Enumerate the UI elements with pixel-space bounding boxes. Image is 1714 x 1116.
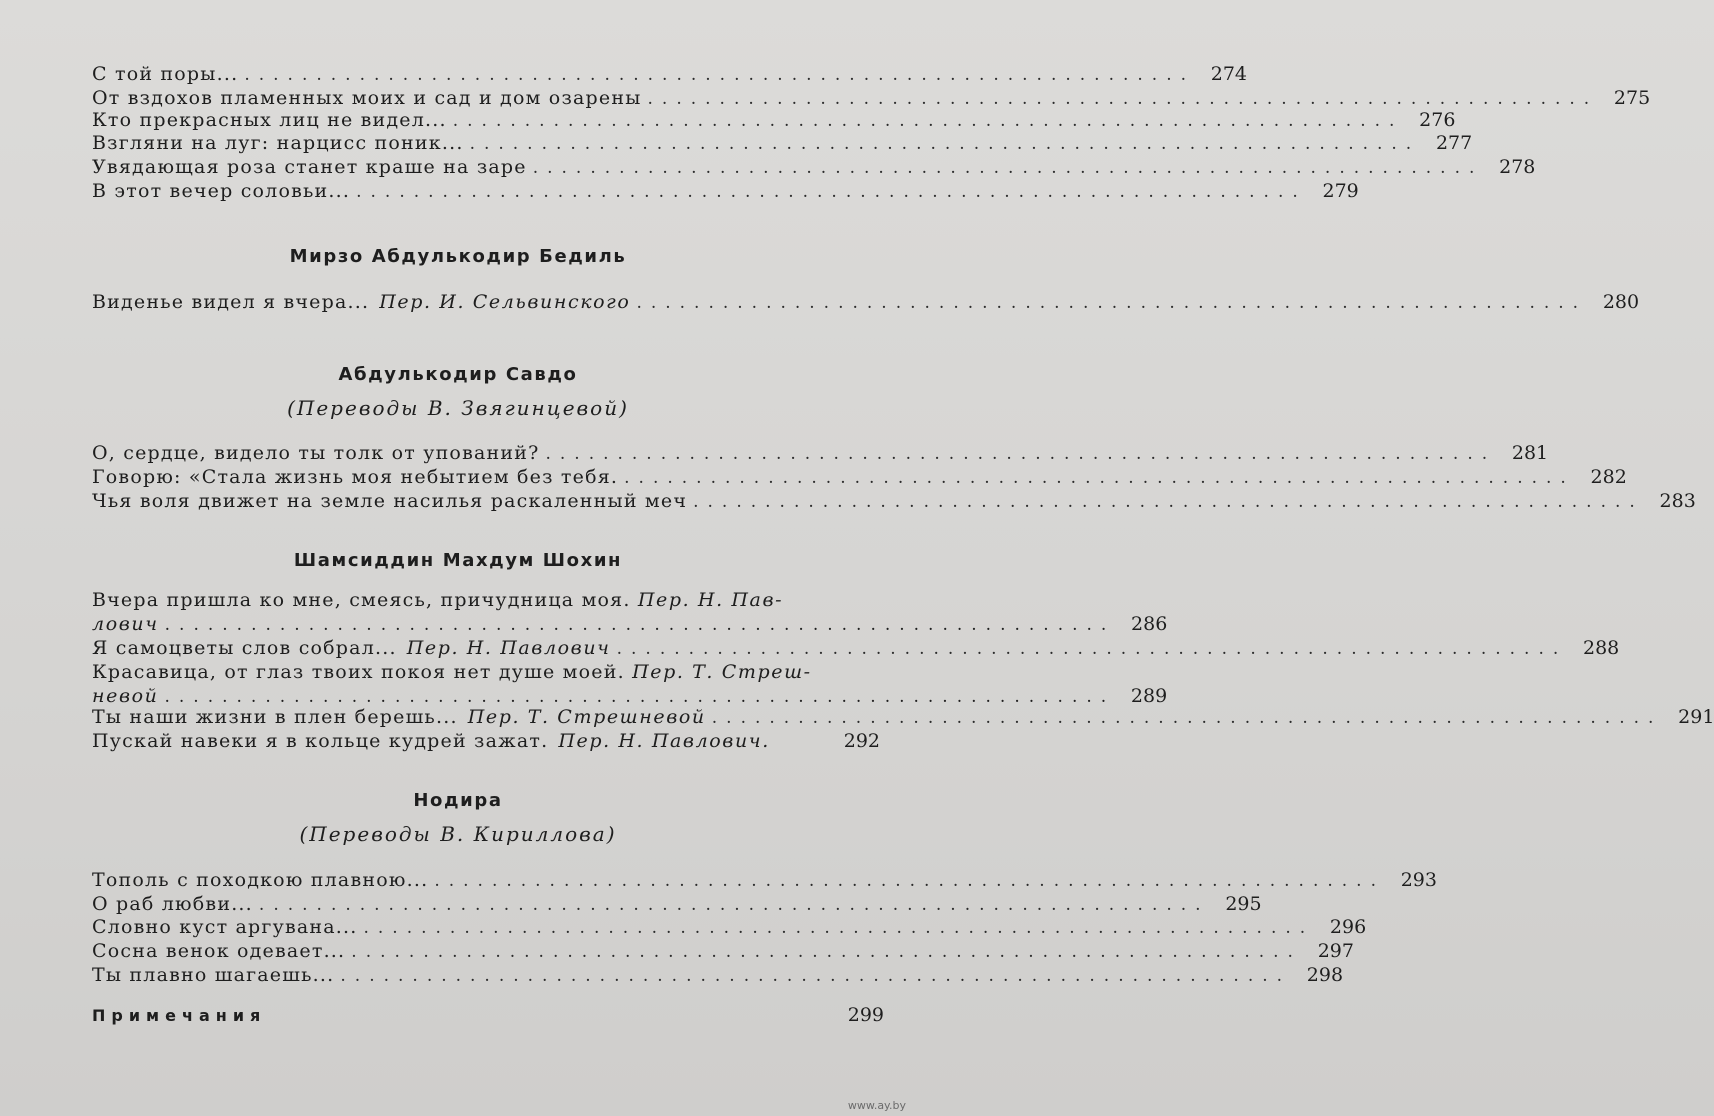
leader-dots: .................................................................. bbox=[693, 492, 1644, 512]
translator: Пер. Н. Павлович. bbox=[558, 730, 770, 752]
leader-dots: .................................................................. bbox=[624, 468, 1575, 488]
page-number: 274 bbox=[1210, 63, 1247, 85]
translator: Пер. Т. Стрешневой bbox=[467, 706, 706, 728]
page-number: 295 bbox=[1225, 893, 1262, 915]
entry-title: Виденье видел я вчера... bbox=[92, 291, 370, 313]
leader-dots: .................................................................. bbox=[356, 182, 1307, 202]
leader-dots: .................................................................. bbox=[340, 966, 1292, 986]
entry-title: Ты плавно шагаешь... bbox=[92, 964, 335, 986]
page-number: 286 bbox=[1131, 613, 1168, 635]
translator-subheading: (Переводы В. Кириллова) bbox=[299, 822, 617, 846]
toc-entry bbox=[92, 441, 1549, 466]
toc-entry bbox=[92, 915, 1367, 940]
author-heading: Абдулькодир Савдо bbox=[338, 364, 578, 385]
entry-title: От вздохов пламенных моих и сад и дом озарены bbox=[92, 87, 642, 109]
entry-title: Сосна венок одевает... bbox=[92, 940, 346, 962]
translator: Пер. Н. Пав- bbox=[637, 589, 784, 611]
page-number: 275 bbox=[1613, 87, 1651, 109]
entry-title: Кто прекрасных лиц не видел... bbox=[92, 109, 447, 131]
leader-dots: .................................................................. bbox=[351, 942, 1302, 962]
toc-entry bbox=[92, 290, 1640, 315]
notes-label: Примечания bbox=[92, 1006, 267, 1025]
entry-title: Ты наши жизни в плен берешь... bbox=[92, 706, 458, 728]
page-number: 296 bbox=[1329, 916, 1367, 938]
translator-continued: невой bbox=[92, 685, 159, 707]
translator: Пер. И. Сельвинского bbox=[379, 291, 631, 313]
toc-entry bbox=[92, 108, 1456, 133]
toc-entry bbox=[92, 939, 1354, 964]
toc-entry bbox=[92, 131, 1473, 156]
leader-dots: .................................................................. bbox=[616, 639, 1568, 659]
toc-entry bbox=[92, 892, 1262, 917]
toc-entry bbox=[92, 729, 880, 753]
entry-title: С той поры... bbox=[92, 63, 239, 85]
leader-dots: .................................................................. bbox=[164, 615, 1116, 635]
leader-dots: .................................................................. bbox=[636, 293, 1588, 313]
toc-entry bbox=[92, 963, 1344, 988]
entry-title: В этот вечер соловьи... bbox=[92, 180, 351, 202]
toc-entry bbox=[92, 489, 1696, 514]
page-number: 280 bbox=[1602, 291, 1640, 313]
leader-dots: .................................................................. bbox=[545, 444, 1497, 464]
entry-second-line bbox=[92, 612, 1168, 637]
toc-entry bbox=[92, 465, 1627, 490]
entry-title: Красавица, от глаз твоих покоя нет душе моей. bbox=[92, 661, 625, 683]
entry-title: Чья воля движет на земле насилья раскаленный меч bbox=[92, 490, 688, 512]
page-number: 292 bbox=[843, 730, 880, 752]
leader-dots: .................................................................. bbox=[363, 918, 1315, 938]
toc-entry bbox=[92, 636, 1620, 661]
entry-title: Пускай навеки я в кольце кудрей зажат. bbox=[92, 730, 549, 752]
entry-first-line bbox=[92, 588, 880, 612]
leader-dots: .................................................................. bbox=[452, 111, 1404, 131]
author-heading: Мирзо Абдулькодир Бедиль bbox=[289, 246, 627, 267]
leader-dots: .................................................................. bbox=[469, 134, 1421, 154]
author-heading: Шамсиддин Махдум Шохин bbox=[293, 550, 623, 571]
author-heading: Нодира bbox=[413, 790, 503, 811]
entry-title: Взгляни на луг: нарцисс поник... bbox=[92, 132, 464, 154]
toc-entry bbox=[92, 179, 1359, 204]
page-number: 291 bbox=[1678, 706, 1714, 728]
page-number: 276 bbox=[1419, 109, 1456, 131]
toc-entry bbox=[92, 588, 1168, 637]
notes-entry bbox=[92, 1004, 884, 1026]
translator-subheading: (Переводы В. Звягинцевой) bbox=[287, 396, 629, 420]
entry-title: Говорю: «Стала жизнь моя небытием без тебя. bbox=[92, 466, 619, 488]
page-number: 299 bbox=[847, 1004, 884, 1026]
page-number: 293 bbox=[1400, 869, 1437, 891]
toc-entry bbox=[92, 660, 1168, 709]
entry-title: Вчера пришла ко мне, смеясь, причудница моя. bbox=[92, 589, 631, 611]
entry-title: Я самоцветы слов собрал... bbox=[92, 637, 397, 659]
leader-dots: .................................................................. bbox=[164, 687, 1116, 707]
page-number: 281 bbox=[1511, 442, 1549, 464]
translator-continued: лович bbox=[92, 613, 159, 635]
toc-entry bbox=[92, 62, 1247, 87]
page-number: 298 bbox=[1306, 964, 1344, 986]
entry-title: Тополь с походкою плавною... bbox=[92, 869, 429, 891]
translator: Пер. Т. Стреш- bbox=[632, 661, 812, 683]
page-number: 288 bbox=[1583, 637, 1620, 659]
entry-title: Увядающая роза станет краше на заре bbox=[92, 156, 527, 178]
page-number: 283 bbox=[1659, 490, 1696, 512]
toc-entry bbox=[92, 868, 1437, 893]
translator: Пер. Н. Павлович bbox=[406, 637, 611, 659]
leader-dots: .................................................................. bbox=[647, 89, 1599, 109]
entry-first-line bbox=[92, 660, 880, 684]
page-number: 282 bbox=[1590, 466, 1627, 488]
page-number: 278 bbox=[1499, 156, 1536, 178]
page-number: 297 bbox=[1317, 940, 1354, 962]
leader-dots: .................................................................. bbox=[711, 708, 1663, 728]
page-number: 289 bbox=[1130, 685, 1168, 707]
page-number: 279 bbox=[1322, 180, 1359, 202]
toc-entry bbox=[92, 705, 1714, 730]
leader-dots: .................................................................. bbox=[244, 65, 1195, 85]
entry-title: О раб любви... bbox=[92, 893, 253, 915]
watermark: www.ay.by bbox=[847, 1099, 906, 1112]
leader-dots: .................................................................. bbox=[532, 158, 1484, 178]
entry-title: О, сердце, видело ты толк от упований? bbox=[92, 442, 540, 464]
leader-dots: .................................................................. bbox=[258, 895, 1210, 915]
toc-entry bbox=[92, 155, 1536, 180]
leader-dots: .................................................................. bbox=[434, 871, 1385, 891]
page-number: 277 bbox=[1435, 132, 1473, 154]
entry-title: Словно куст аргувана... bbox=[92, 916, 358, 938]
